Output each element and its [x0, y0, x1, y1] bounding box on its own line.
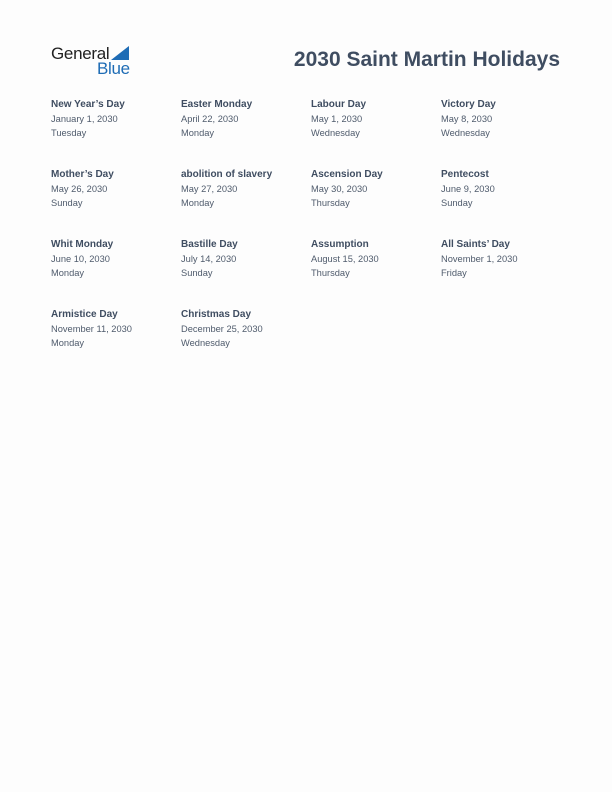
holiday-weekday: Thursday	[311, 198, 350, 208]
holiday-date: May 30, 2030	[311, 184, 368, 194]
holiday-date: January 1, 2030	[51, 114, 118, 124]
holiday-name: Bastille Day	[181, 239, 238, 250]
holiday-date: May 27, 2030	[181, 184, 238, 194]
holiday-name: Armistice Day	[51, 309, 118, 320]
holiday-name: Victory Day	[441, 99, 496, 110]
holiday-weekday: Monday	[51, 268, 85, 278]
holiday-weekday: Monday	[181, 198, 215, 208]
holiday-name: All Saints’ Day	[441, 239, 510, 250]
holiday-entry	[51, 98, 175, 140]
holiday-name: Easter Monday	[181, 99, 253, 110]
holiday-entry	[181, 238, 305, 280]
holiday-date: August 15, 2030	[311, 254, 379, 264]
holiday-weekday: Monday	[51, 338, 85, 348]
holiday-weekday: Tuesday	[51, 128, 87, 138]
holiday-date: November 1, 2030	[441, 254, 518, 264]
holiday-weekday: Monday	[181, 128, 215, 138]
holiday-entry	[311, 168, 435, 210]
holiday-name: Pentecost	[441, 169, 489, 180]
holiday-weekday: Friday	[441, 268, 467, 278]
holiday-name: Whit Monday	[51, 239, 114, 250]
holiday-entry	[311, 238, 435, 280]
page-title: 2030 Saint Martin Holidays	[293, 48, 560, 71]
holiday-date: December 25, 2030	[181, 324, 263, 334]
holiday-weekday: Sunday	[441, 198, 473, 208]
holiday-weekday: Sunday	[181, 268, 213, 278]
logo-triangle-icon	[111, 46, 129, 60]
holiday-entry	[311, 98, 435, 140]
holiday-entry	[51, 308, 175, 350]
holiday-entry	[181, 308, 305, 350]
holiday-entry	[441, 168, 565, 210]
holiday-entry	[441, 98, 565, 140]
holiday-entry	[51, 238, 175, 280]
logo-text-general: General	[51, 44, 110, 63]
holiday-date: May 26, 2030	[51, 184, 108, 194]
holiday-name: Christmas Day	[181, 309, 252, 320]
holiday-date: April 22, 2030	[181, 114, 239, 124]
holiday-date: July 14, 2030	[181, 254, 237, 264]
holiday-name: Labour Day	[311, 99, 367, 110]
logo-text-blue: Blue	[97, 59, 130, 78]
holiday-name: abolition of slavery	[181, 169, 273, 180]
holiday-weekday: Wednesday	[181, 338, 230, 348]
holiday-weekday: Wednesday	[441, 128, 490, 138]
holiday-date: June 9, 2030	[441, 184, 495, 194]
holiday-date: May 8, 2030	[441, 114, 493, 124]
holiday-entry	[181, 98, 305, 140]
holiday-weekday: Thursday	[311, 268, 350, 278]
holiday-date: June 10, 2030	[51, 254, 110, 264]
holiday-weekday: Sunday	[51, 198, 83, 208]
holiday-name: Ascension Day	[311, 169, 383, 180]
holiday-entry	[441, 238, 565, 280]
holiday-name: Assumption	[311, 239, 369, 250]
holiday-date: November 11, 2030	[51, 324, 132, 334]
holiday-weekday: Wednesday	[311, 128, 360, 138]
holiday-entry	[181, 168, 305, 210]
logo	[51, 44, 133, 78]
holiday-name: New Year’s Day	[51, 99, 125, 110]
holiday-name: Mother’s Day	[51, 169, 114, 180]
holiday-date: May 1, 2030	[311, 114, 363, 124]
holiday-entry	[51, 168, 175, 210]
